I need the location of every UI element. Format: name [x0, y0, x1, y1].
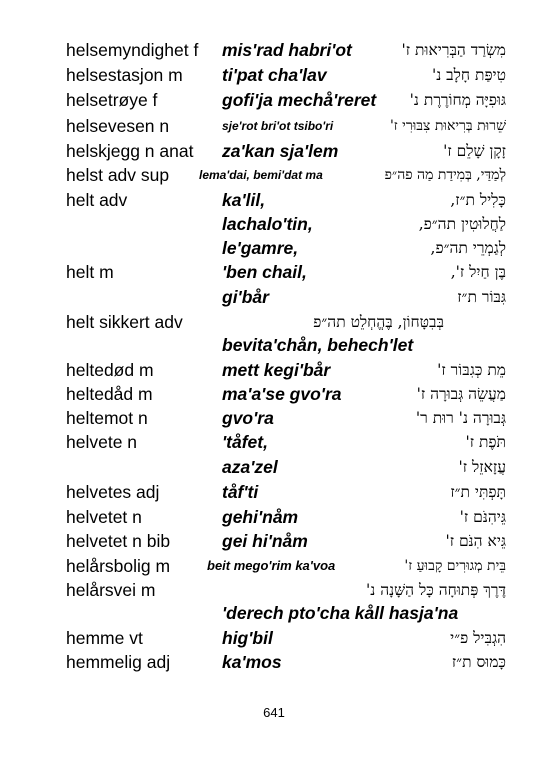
entry-hebrew: גְּבוּרָה נ' רוּת ר': [415, 409, 506, 427]
entry-row: [0, 480, 548, 504]
page-number: 641: [263, 705, 285, 720]
entry-transliteration: za'kan sja'lem: [222, 141, 339, 161]
entry-transliteration: aza'zel: [222, 457, 278, 477]
entry-transliteration: gei hi'nåm: [222, 531, 308, 551]
entry-word: helsevesen n: [66, 116, 170, 136]
entry-hebrew: גִּבּוֹר ת״ז: [457, 288, 506, 306]
entry-row: [0, 626, 548, 650]
entry-transliteration: 'derech pto'cha kåll hasja'na: [222, 603, 459, 623]
entry-row: [0, 505, 548, 529]
entry-transliteration: 'tåfet,: [222, 432, 268, 452]
entry-word: helt m: [66, 262, 114, 282]
entry-hebrew: מִשְׂרַד הַבְּרִיאוּת ז': [401, 41, 506, 59]
entry-row: [0, 285, 548, 309]
entry-row: [0, 260, 548, 284]
entry-hebrew: עֲזָאזֵל ז': [458, 458, 506, 476]
entry-row: [0, 406, 548, 430]
entry-word: helsemyndighet f: [66, 40, 199, 60]
entry-transliteration: gvo'ra: [222, 408, 274, 428]
entry-hebrew: הִגְבִּיל פ״י: [450, 629, 506, 647]
entry-hebrew: דֶּרֶךְ פְּתוּחָה כָּל הַשָּׁנָה נ': [366, 581, 506, 599]
entry-row: [0, 430, 548, 454]
entry-hebrew: כָּמוּס ת״ז: [451, 653, 506, 671]
entry-word: helt adv: [66, 190, 128, 210]
entry-row: [0, 88, 548, 112]
entry-hebrew: לַחֲלוּטִין תה״פ,: [418, 215, 506, 233]
entry-word: heltedåd m: [66, 384, 153, 404]
entry-hebrew: תָּפְתִּי ת״ז: [450, 483, 506, 501]
entry-transliteration: le'gamre,: [222, 238, 299, 258]
entry-transliteration: 'ben chail,: [222, 262, 307, 282]
entry-hebrew: זָקָן שָׁלֵם ז': [443, 142, 506, 160]
entry-hebrew: כָּלִיל ת״ז,: [450, 191, 506, 209]
entry-row: [0, 163, 548, 187]
entry-transliteration: bevita'chån, behech'let: [222, 335, 414, 355]
entry-word: helvete n: [66, 432, 138, 452]
entry-transliteration: gofi'ja mechå'reret: [222, 90, 377, 110]
entry-hebrew: מֵת כְּגִבּוֹר ז': [437, 361, 506, 379]
entry-transliteration: hig'bil: [222, 628, 273, 648]
entry-row: [0, 455, 548, 479]
entry-hebrew: מַעֲשֵׂה גְּבוּרָה ז': [416, 385, 506, 403]
entry-row: [0, 578, 548, 602]
entry-row: [0, 236, 548, 260]
entry-row: [0, 529, 548, 553]
entry-word: helsetrøye f: [66, 90, 158, 110]
entry-transliteration: ti'pat cha'lav: [222, 65, 327, 85]
entry-word: heltemot n: [66, 408, 148, 428]
entry-word: helvetet n: [66, 507, 142, 527]
entry-word: helsestasjon m: [66, 65, 183, 85]
entry-word: hemmelig adj: [66, 652, 171, 672]
entry-hebrew: בְּבִטָּחוֹן, בֶּהֱחְלֵט תה״פ: [313, 313, 444, 331]
entry-hebrew: שֵׁרוּת בְּרִיאוּת צִבּוּרִי ז': [389, 118, 506, 134]
entry-row: [0, 554, 548, 578]
entry-word: helvetes adj: [66, 482, 160, 502]
entry-row: [0, 601, 548, 625]
entry-transliteration: ka'mos: [222, 652, 282, 672]
entry-transliteration: gi'bår: [222, 287, 269, 307]
entry-transliteration: beit mego'rim ka'voa: [207, 558, 336, 573]
entry-transliteration: tåf'ti: [222, 482, 259, 502]
entry-word: helvetet n bib: [66, 531, 171, 551]
entry-row: [0, 333, 548, 357]
entry-hebrew: גֵּיהִנֹּם ז': [459, 508, 506, 526]
entry-hebrew: לְמַדַּי, בְּמִידַת מַה פה״פ: [384, 167, 506, 183]
entry-row: [0, 38, 548, 62]
entry-transliteration: lema'dai, bemi'dat ma: [199, 168, 323, 182]
entry-hebrew: גֵּיא הִנֹּם ז': [445, 532, 506, 550]
entry-hebrew: גּוּפִיָּה מְחוֹרֶרֶת נ': [409, 91, 506, 109]
entry-word: helårsbolig m: [66, 556, 171, 576]
entry-transliteration: ka'lil,: [222, 190, 266, 210]
entry-row: [0, 188, 548, 212]
entry-word: helskjegg n anat: [66, 141, 194, 161]
entry-transliteration: gehi'nåm: [222, 507, 299, 527]
entry-row: [0, 382, 548, 406]
entry-word: hemme vt: [66, 628, 143, 648]
entry-word: helt sikkert adv: [66, 312, 183, 332]
entry-word: helst adv sup: [66, 165, 170, 185]
entry-row: [0, 63, 548, 87]
entry-word: heltedød m: [66, 360, 154, 380]
entry-transliteration: mis'rad habri'ot: [222, 40, 352, 60]
entry-hebrew: תֹּפֶת ז': [465, 433, 506, 451]
entry-hebrew: בֶּן חַיִל ז',: [450, 263, 506, 281]
entry-word: helårsvei m: [66, 580, 156, 600]
entry-row: [0, 139, 548, 163]
entry-hebrew: טִיפַּת חָלָב נ': [431, 66, 506, 84]
entry-transliteration: ma'a'se gvo'ra: [222, 384, 342, 404]
entry-row: [0, 212, 548, 236]
entry-row: [0, 114, 548, 138]
entry-hebrew: בֵּית מְגוּרִים קָבוּעַ ז': [404, 558, 506, 574]
entry-transliteration: mett kegi'bår: [222, 360, 331, 380]
entry-row: [0, 650, 548, 674]
entry-row: [0, 358, 548, 382]
entry-row: [0, 310, 548, 334]
entry-transliteration: sje'rot bri'ot tsibo'ri: [222, 119, 334, 133]
entry-transliteration: lachalo'tin,: [222, 214, 313, 234]
entry-hebrew: לְגַמְרֵי תה״פ,: [430, 239, 506, 257]
